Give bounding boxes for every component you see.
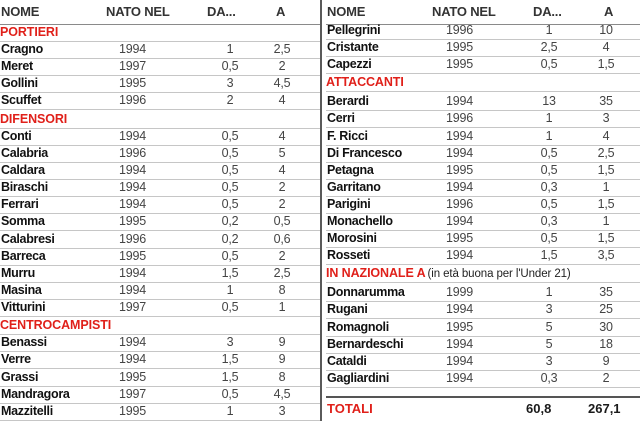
value-to: 9 bbox=[278, 335, 286, 350]
section-title bbox=[0, 110, 320, 129]
player-name: Morosini bbox=[327, 231, 377, 246]
value-to: 9 bbox=[602, 353, 610, 368]
value-from: 0,3 bbox=[540, 214, 558, 228]
value-to: 2,5 bbox=[273, 42, 291, 56]
value-to: 35 bbox=[599, 94, 613, 109]
value-to: 0,6 bbox=[273, 231, 291, 246]
value-from: 2,5 bbox=[540, 40, 558, 55]
section-note: (in età buona per l'Under 21) bbox=[427, 268, 571, 281]
value-to: 1 bbox=[602, 214, 610, 228]
table-row bbox=[0, 265, 320, 283]
value-to: 1,5 bbox=[597, 57, 615, 72]
value-to: 2 bbox=[278, 59, 286, 74]
player-name: Scuffet bbox=[1, 93, 42, 108]
value-from: 0,5 bbox=[540, 57, 558, 72]
player-name: Bernardeschi bbox=[327, 336, 404, 351]
value-from: 13 bbox=[542, 94, 556, 109]
table-row bbox=[326, 179, 640, 197]
value-to: 2,5 bbox=[597, 145, 615, 160]
table-row bbox=[0, 145, 320, 163]
birth-year: 1994 bbox=[446, 94, 474, 109]
value-to: 4 bbox=[602, 128, 610, 143]
value-to: 1,5 bbox=[597, 231, 615, 246]
value-to: 1 bbox=[278, 300, 286, 315]
player-name: Conti bbox=[1, 128, 32, 143]
totals-row bbox=[326, 396, 640, 418]
table-row bbox=[326, 301, 640, 319]
value-to: 30 bbox=[599, 319, 613, 334]
value-to: 35 bbox=[599, 285, 613, 300]
table-row bbox=[0, 386, 320, 404]
section-title-text: ATTACCANTI bbox=[326, 75, 404, 90]
table-row bbox=[326, 319, 640, 337]
header-to: A bbox=[604, 4, 614, 19]
player-name: Cerri bbox=[327, 111, 355, 126]
value-from: 0,5 bbox=[221, 128, 239, 143]
value-from: 1 bbox=[226, 403, 234, 418]
player-name: Murru bbox=[1, 265, 35, 280]
value-to: 5 bbox=[278, 145, 286, 160]
value-from: 0,5 bbox=[221, 386, 239, 401]
value-from: 0,3 bbox=[540, 370, 558, 385]
birth-year: 1994 bbox=[446, 128, 474, 143]
section-title-text: CENTROCAMPISTI bbox=[0, 318, 112, 333]
birth-year: 1996 bbox=[119, 231, 147, 246]
player-name: Garritano bbox=[327, 179, 381, 194]
birth-year: 1997 bbox=[119, 386, 147, 401]
section-title bbox=[0, 316, 320, 335]
value-to: 2 bbox=[602, 370, 610, 385]
player-name: Masina bbox=[1, 282, 42, 297]
value-from: 0,2 bbox=[221, 214, 239, 229]
table-row bbox=[0, 58, 320, 76]
section-title-text: IN NAZIONALE A bbox=[326, 266, 426, 281]
value-to: 4 bbox=[602, 40, 610, 55]
table-row bbox=[0, 403, 320, 421]
player-name: Cristante bbox=[327, 40, 379, 55]
player-name: Verre bbox=[1, 352, 31, 367]
player-name: Calabria bbox=[1, 145, 48, 160]
header-born: NATO NEL bbox=[106, 4, 170, 19]
value-from: 0,5 bbox=[540, 162, 558, 177]
birth-year: 1994 bbox=[119, 128, 147, 143]
table-row bbox=[326, 22, 640, 40]
player-name: Caldara bbox=[1, 162, 45, 177]
value-from: 5 bbox=[545, 336, 553, 351]
birth-year: 1995 bbox=[119, 403, 147, 418]
value-to: 4,5 bbox=[273, 76, 291, 91]
table-row bbox=[326, 370, 640, 388]
player-name: Cataldi bbox=[327, 353, 367, 368]
birth-year: 1994 bbox=[119, 282, 147, 297]
birth-year: 1996 bbox=[446, 111, 474, 126]
value-from: 1 bbox=[226, 42, 234, 56]
player-name: Benassi bbox=[1, 335, 47, 350]
player-name: Di Francesco bbox=[327, 145, 402, 160]
value-to: 18 bbox=[599, 336, 613, 351]
table-row bbox=[326, 162, 640, 180]
table-row bbox=[326, 213, 640, 231]
table-row bbox=[0, 179, 320, 197]
table-row bbox=[0, 75, 320, 93]
section-title-text: PORTIERI bbox=[0, 25, 59, 39]
table-row bbox=[326, 230, 640, 248]
table-row bbox=[326, 145, 640, 163]
player-name: Pellegrini bbox=[327, 23, 381, 37]
birth-year: 1999 bbox=[446, 285, 474, 300]
table-row bbox=[0, 369, 320, 387]
column-divider bbox=[320, 0, 322, 421]
player-name: Vitturini bbox=[1, 300, 46, 315]
value-to: 3 bbox=[278, 403, 286, 418]
player-name: Rugani bbox=[327, 302, 368, 317]
value-from: 1 bbox=[545, 128, 553, 143]
player-name: Barreca bbox=[1, 248, 46, 263]
header-born: NATO NEL bbox=[432, 4, 496, 19]
value-from: 1,5 bbox=[221, 352, 239, 367]
header-to: A bbox=[276, 4, 286, 19]
value-to: 2,5 bbox=[273, 265, 291, 280]
value-from: 0,3 bbox=[540, 179, 558, 194]
table-row bbox=[0, 128, 320, 146]
player-name: Meret bbox=[1, 59, 33, 74]
value-from: 0,5 bbox=[221, 197, 239, 212]
table-row bbox=[326, 353, 640, 371]
table-row bbox=[326, 110, 640, 128]
section-title bbox=[326, 264, 640, 283]
table-row bbox=[0, 282, 320, 300]
value-to: 2 bbox=[278, 197, 286, 212]
birth-year: 1994 bbox=[119, 180, 147, 195]
birth-year: 1994 bbox=[119, 42, 147, 56]
value-from: 3 bbox=[545, 302, 553, 317]
table-row bbox=[326, 336, 640, 354]
birth-year: 1995 bbox=[446, 231, 474, 246]
value-to: 1,5 bbox=[597, 162, 615, 177]
table-row bbox=[326, 128, 640, 146]
value-to: 4,5 bbox=[273, 386, 291, 401]
value-to: 4 bbox=[278, 162, 286, 177]
player-name: Ferrari bbox=[1, 197, 39, 212]
value-from: 0,5 bbox=[221, 59, 239, 74]
value-from: 0,5 bbox=[221, 248, 239, 263]
player-name: Parigini bbox=[327, 196, 371, 211]
birth-year: 1995 bbox=[446, 57, 474, 72]
birth-year: 1996 bbox=[446, 196, 474, 211]
table-header bbox=[0, 4, 320, 25]
table-row bbox=[326, 247, 640, 265]
header-name: NOME bbox=[327, 4, 366, 19]
player-name: Berardi bbox=[327, 94, 369, 109]
player-name: Gollini bbox=[1, 76, 38, 91]
value-to: 8 bbox=[278, 282, 286, 297]
value-to: 3 bbox=[602, 111, 610, 126]
value-from: 3 bbox=[545, 353, 553, 368]
birth-year: 1994 bbox=[119, 335, 147, 350]
birth-year: 1997 bbox=[119, 59, 147, 74]
table-row bbox=[326, 93, 640, 111]
birth-year: 1995 bbox=[446, 40, 474, 55]
right-table bbox=[326, 0, 640, 421]
table-row bbox=[326, 196, 640, 214]
player-name: Rosseti bbox=[327, 248, 371, 263]
value-from: 3 bbox=[226, 76, 234, 91]
birth-year: 1995 bbox=[446, 319, 474, 334]
value-from: 1 bbox=[226, 282, 234, 297]
value-to: 4 bbox=[278, 93, 286, 108]
table-row bbox=[326, 284, 640, 302]
player-name: Grassi bbox=[1, 369, 39, 384]
value-to: 0,5 bbox=[273, 214, 291, 229]
player-name: Biraschi bbox=[1, 180, 48, 195]
table-row bbox=[0, 213, 320, 231]
value-from: 1,5 bbox=[221, 265, 239, 280]
player-name: Somma bbox=[1, 214, 45, 229]
birth-year: 1995 bbox=[446, 162, 474, 177]
value-from: 1 bbox=[545, 111, 553, 126]
value-to: 2 bbox=[278, 248, 286, 263]
section-title bbox=[0, 23, 320, 42]
player-name: Mazzitelli bbox=[1, 403, 53, 418]
value-from: 1,5 bbox=[540, 248, 558, 263]
player-name: Capezzi bbox=[327, 57, 372, 72]
player-name: F. Ricci bbox=[327, 128, 368, 143]
value-from: 0,5 bbox=[540, 145, 558, 160]
player-name: Monachello bbox=[327, 214, 393, 228]
birth-year: 1995 bbox=[119, 76, 147, 91]
header-from: DA... bbox=[533, 4, 562, 19]
value-to: 9 bbox=[278, 352, 286, 367]
value-to: 25 bbox=[599, 302, 613, 317]
table-row bbox=[0, 248, 320, 266]
value-to: 1,5 bbox=[597, 196, 615, 211]
birth-year: 1994 bbox=[119, 197, 147, 212]
table-row bbox=[0, 92, 320, 110]
section-title bbox=[326, 73, 640, 92]
player-name: Petagna bbox=[327, 162, 374, 177]
value-from: 3 bbox=[226, 335, 234, 350]
table-row bbox=[0, 196, 320, 214]
value-from: 0,5 bbox=[540, 231, 558, 246]
birth-year: 1995 bbox=[119, 369, 147, 384]
table-row bbox=[0, 351, 320, 369]
birth-year: 1994 bbox=[446, 336, 474, 351]
birth-year: 1994 bbox=[119, 162, 147, 177]
birth-year: 1996 bbox=[119, 93, 147, 108]
birth-year: 1994 bbox=[119, 352, 147, 367]
table-row bbox=[0, 231, 320, 249]
value-from: 0,5 bbox=[221, 180, 239, 195]
birth-year: 1995 bbox=[119, 248, 147, 263]
value-to: 3,5 bbox=[597, 248, 615, 263]
player-name: Calabresi bbox=[1, 231, 55, 246]
birth-year: 1994 bbox=[446, 353, 474, 368]
birth-year: 1994 bbox=[446, 248, 474, 263]
birth-year: 1995 bbox=[119, 214, 147, 229]
table-row bbox=[326, 56, 640, 74]
table-row bbox=[326, 39, 640, 57]
player-name: Romagnoli bbox=[327, 319, 389, 334]
birth-year: 1996 bbox=[446, 23, 474, 37]
value-from: 1 bbox=[545, 285, 553, 300]
value-from: 0,5 bbox=[221, 162, 239, 177]
birth-year: 1994 bbox=[446, 145, 474, 160]
totals-to: 267,1 bbox=[588, 401, 621, 416]
player-name: Mandragora bbox=[1, 386, 70, 401]
player-name: Gagliardini bbox=[327, 370, 389, 385]
table-row bbox=[0, 334, 320, 352]
value-to: 4 bbox=[278, 128, 286, 143]
value-from: 0,5 bbox=[221, 300, 239, 315]
table-row bbox=[0, 162, 320, 180]
birth-year: 1996 bbox=[119, 145, 147, 160]
player-name: Donnarumma bbox=[327, 285, 405, 300]
birth-year: 1997 bbox=[119, 300, 147, 315]
table-row bbox=[0, 41, 320, 59]
value-from: 1 bbox=[545, 23, 553, 37]
value-to: 8 bbox=[278, 369, 286, 384]
totals-label: TOTALI bbox=[327, 401, 373, 416]
value-from: 0,2 bbox=[221, 231, 239, 246]
table-row bbox=[0, 299, 320, 317]
player-name: Cragno bbox=[1, 42, 43, 56]
value-from: 0,5 bbox=[540, 196, 558, 211]
value-from: 2 bbox=[226, 93, 234, 108]
totals-from: 60,8 bbox=[526, 401, 552, 416]
value-from: 0,5 bbox=[221, 145, 239, 160]
value-to: 1 bbox=[602, 179, 610, 194]
birth-year: 1994 bbox=[446, 370, 474, 385]
birth-year: 1994 bbox=[446, 214, 474, 228]
header-from: DA... bbox=[207, 4, 236, 19]
birth-year: 1994 bbox=[446, 302, 474, 317]
header-name: NOME bbox=[1, 4, 40, 19]
section-title-text: DIFENSORI bbox=[0, 111, 68, 126]
value-from: 1,5 bbox=[221, 369, 239, 384]
value-from: 5 bbox=[545, 319, 553, 334]
value-to: 10 bbox=[599, 23, 613, 37]
birth-year: 1994 bbox=[119, 265, 147, 280]
birth-year: 1994 bbox=[446, 179, 474, 194]
value-to: 2 bbox=[278, 180, 286, 195]
